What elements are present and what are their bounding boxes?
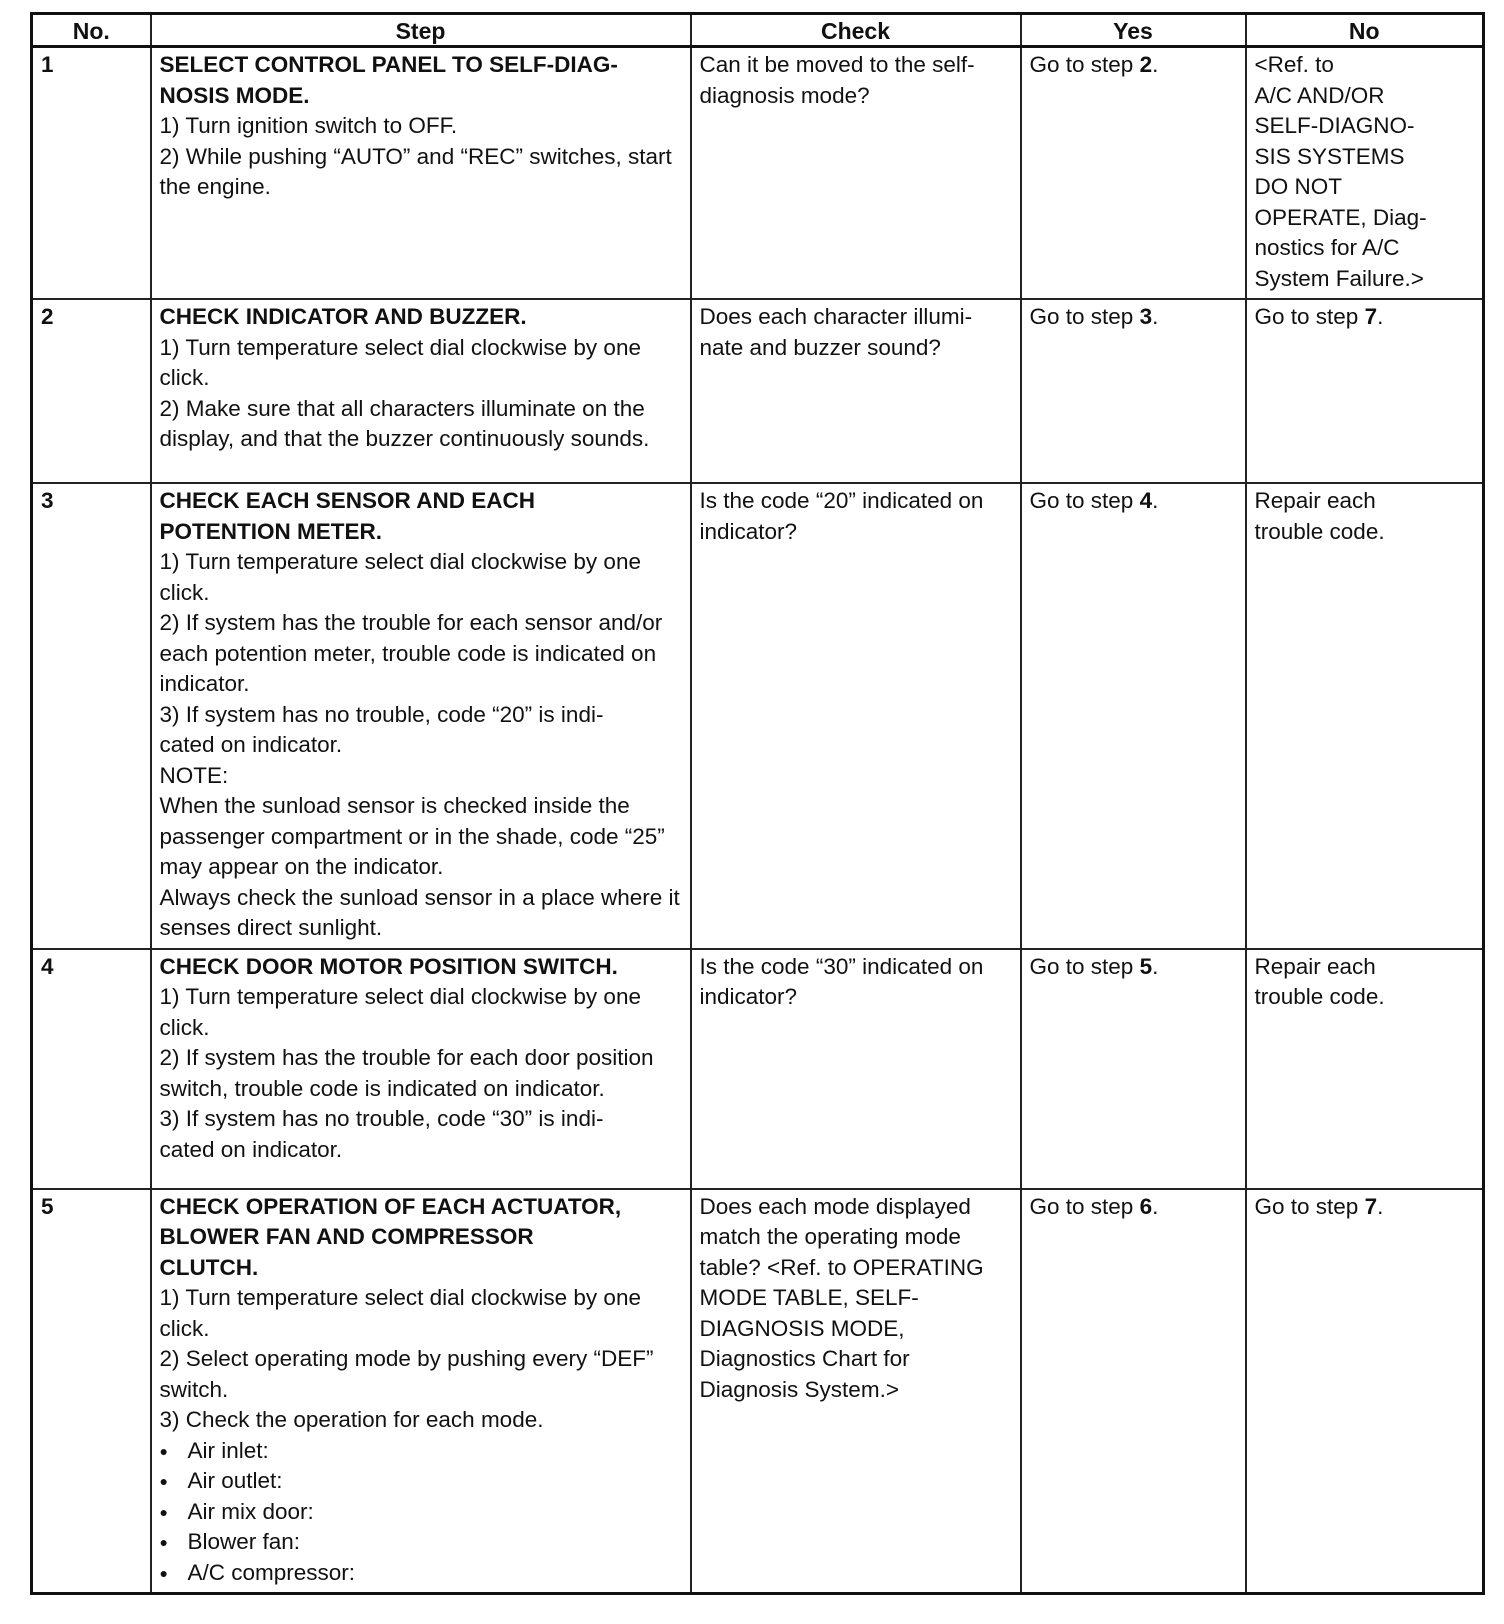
step-line: 1) Turn temperature select dial clockwise by one click. bbox=[159, 334, 641, 390]
yes-step-number: 4 bbox=[1139, 488, 1153, 513]
row-number: 5 bbox=[32, 1189, 151, 1594]
bullet-item: ● Air outlet: bbox=[160, 1466, 682, 1497]
no-step-number: 7 bbox=[1364, 1193, 1378, 1219]
step-line: 2) Select operating mode by pushing every “DEF” switch. bbox=[159, 1346, 654, 1402]
step-line: When the sunload sensor is checked inside the passenger compartment or in the shade, code “25” may appear on the indicator. bbox=[159, 793, 665, 879]
step-cell bbox=[151, 299, 691, 483]
table-row bbox=[32, 47, 1484, 300]
header-step: Step bbox=[151, 14, 691, 47]
step-line: 3) If system has no trouble, code “20” is indi- cated on indicator. bbox=[159, 701, 604, 757]
table-row bbox=[32, 1189, 1484, 1594]
table-row bbox=[32, 299, 1484, 483]
check-cell: Does each character illumi- nate and buzzer sound? bbox=[691, 299, 1021, 483]
check-cell: Is the code “20” indicated on indicator? bbox=[691, 483, 1021, 949]
step-title: CHECK OPERATION OF EACH ACTUATOR, BLOWER FAN AND COMPRESSOR CLUTCH. bbox=[159, 1193, 622, 1280]
no-result-cell: Go to step 7. bbox=[1246, 299, 1484, 483]
step-title: CHECK EACH SENSOR AND EACH POTENTION METER. bbox=[159, 488, 535, 544]
diagnostic-table bbox=[30, 12, 1485, 1595]
step-cell bbox=[151, 1189, 691, 1594]
step-cell bbox=[151, 949, 691, 1189]
step-line: 2) If system has the trouble for each door position switch, trouble code is indicated on indicator. bbox=[159, 1045, 654, 1101]
step-cell bbox=[151, 483, 691, 949]
bullet-item: ● Air mix door: bbox=[160, 1497, 682, 1528]
yes-step-number: 2 bbox=[1139, 52, 1153, 77]
no-step-number: 7 bbox=[1364, 304, 1378, 329]
step-line: Always check the sunload sensor in a place where it senses direct sunlight. bbox=[159, 884, 680, 940]
step-line: 2) Make sure that all characters illuminate on the display, and that the buzzer continuously sounds. bbox=[159, 395, 650, 451]
row-number: 2 bbox=[32, 299, 151, 483]
bullet-item: ● Blower fan: bbox=[160, 1527, 682, 1558]
step-line: 1) Turn ignition switch to OFF. bbox=[159, 113, 458, 138]
row-number: 3 bbox=[32, 483, 151, 949]
check-cell: Does each mode displayed match the operating mode table? <Ref. to OPERATING MODE TABLE, SELF-DIAGNOSIS MODE, Diagnostics Chart for Diagnosis System.> bbox=[691, 1189, 1021, 1594]
no-result-cell: Go to step 7. bbox=[1246, 1189, 1484, 1594]
yes-cell: Go to step 3. bbox=[1021, 299, 1246, 483]
step-line: 2) While pushing “AUTO” and “REC” switches, start the engine. bbox=[159, 143, 672, 199]
step-title: CHECK DOOR MOTOR POSITION SWITCH. bbox=[159, 953, 618, 979]
table-body bbox=[32, 47, 1484, 1594]
bullet-item: ● Air inlet: bbox=[160, 1436, 682, 1467]
yes-step-number: 6 bbox=[1139, 1193, 1153, 1219]
header-row bbox=[32, 14, 1484, 47]
step-cell bbox=[151, 47, 691, 300]
row-number: 4 bbox=[32, 949, 151, 1189]
yes-cell: Go to step 4. bbox=[1021, 483, 1246, 949]
step-title: CHECK INDICATOR AND BUZZER. bbox=[159, 304, 527, 329]
table-row bbox=[32, 483, 1484, 949]
no-result-cell: Repair each trouble code. bbox=[1246, 483, 1484, 949]
step-title: SELECT CONTROL PANEL TO SELF-DIAG- NOSIS MODE. bbox=[159, 52, 618, 108]
no-result-cell: Repair each trouble code. bbox=[1246, 949, 1484, 1189]
step-line: 2) If system has the trouble for each sensor and/or each potention meter, trouble code is indicated on indicator. bbox=[159, 610, 663, 696]
check-cell: Is the code “30” indicated on indicator? bbox=[691, 949, 1021, 1189]
header-no-result: No bbox=[1246, 14, 1484, 47]
table-row bbox=[32, 949, 1484, 1189]
header-no: No. bbox=[32, 14, 151, 47]
yes-cell: Go to step 5. bbox=[1021, 949, 1246, 1189]
row-number: 1 bbox=[32, 47, 151, 300]
check-cell: Can it be moved to the self-diagnosis mode? bbox=[691, 47, 1021, 300]
header-yes: Yes bbox=[1021, 14, 1246, 47]
header-check: Check bbox=[691, 14, 1021, 47]
step-line: NOTE: bbox=[159, 762, 229, 788]
no-result-cell: <Ref. to A/C AND/OR SELF-DIAGNO- SIS SYSTEMS DO NOT OPERATE, Diag- nostics for A/C System Failure.> bbox=[1246, 47, 1484, 300]
step-line: 1) Turn temperature select dial clockwise by one click. bbox=[159, 984, 641, 1040]
yes-cell: Go to step 6. bbox=[1021, 1189, 1246, 1594]
step-line: 1) Turn temperature select dial clockwise by one click. bbox=[159, 1285, 641, 1341]
yes-step-number: 5 bbox=[1139, 953, 1153, 979]
step-line: 3) Check the operation for each mode. bbox=[159, 1407, 544, 1432]
bullet-item: ● A/C compressor: bbox=[160, 1558, 682, 1589]
step-line: 3) If system has no trouble, code “30” is indi- cated on indicator. bbox=[159, 1106, 604, 1162]
yes-step-number: 3 bbox=[1139, 304, 1153, 329]
yes-cell: Go to step 2. bbox=[1021, 47, 1246, 300]
step-line: 1) Turn temperature select dial clockwise by one click. bbox=[159, 549, 641, 605]
